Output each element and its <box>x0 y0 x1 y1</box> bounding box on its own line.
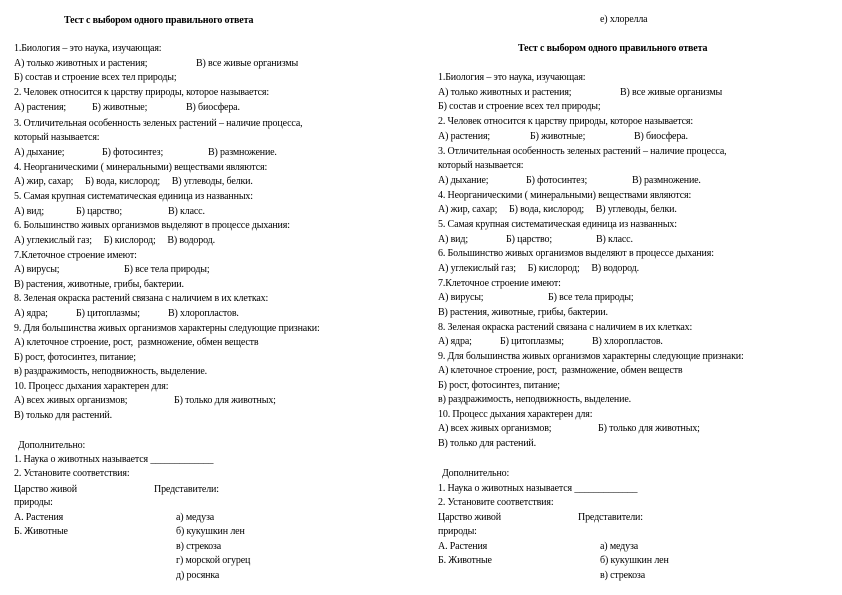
q2-option-a: А) растения; <box>438 131 491 142</box>
q8-option-a: А) ядра; <box>438 336 472 347</box>
q4-options: А) жир, сахар; Б) вода, кислород; В) углеводы, белки. <box>438 204 677 215</box>
q10-option-a: А) всех живых организмов; <box>438 423 552 434</box>
q3-option-v: В) размножение. <box>632 175 701 186</box>
extra-task-2: 2. Установите соответствия: <box>14 468 130 479</box>
q1-option-b: Б) состав и строение всех тел природы; <box>438 101 601 112</box>
question-8: 8. Зеленая окраска растений связана с наличием в их клетках: <box>14 293 269 304</box>
test-title: Тест с выбором одного правильного ответа <box>518 43 708 54</box>
kingdom-header-cont: природы: <box>14 497 53 508</box>
q4-options: А) жир, сахар; Б) вода, кислород; В) углеводы, белки. <box>14 176 253 187</box>
q1-option-a: А) только животных и растения; <box>438 87 572 98</box>
q5-option-v: В) класс. <box>168 206 205 217</box>
extra-task-1: 1. Наука о животных называется _____________ <box>14 454 214 465</box>
question-2: 2. Человек относится к царству природы, которое называется: <box>14 87 270 98</box>
q2-option-b: Б) животные; <box>530 131 586 142</box>
q10-option-b: Б) только для животных; <box>174 395 276 406</box>
kingdom-b: Б. Животные <box>438 555 492 566</box>
q3-option-a: А) дыхание; <box>438 175 489 186</box>
kingdom-header: Царство живой <box>438 512 501 523</box>
q5-option-a: А) вид; <box>438 234 468 245</box>
q6-options: А) углекислый газ; Б) кислород; В) водород. <box>14 235 215 246</box>
q5-option-a: А) вид; <box>14 206 44 217</box>
q9-option-v: в) раздражимость, неподвижность, выделение. <box>438 394 631 405</box>
q10-option-v: В) только для растений. <box>14 410 112 421</box>
extra-heading: Дополнительно: <box>18 440 86 451</box>
q2-option-b: Б) животные; <box>92 102 148 113</box>
rep-g: г) морской огурец <box>176 555 251 566</box>
kingdom-a: А. Растения <box>438 541 488 552</box>
question-10: 10. Процесс дыхания характерен для: <box>14 381 169 392</box>
q1-option-v: В) все живые организмы <box>196 58 299 69</box>
question-1: 1.Биология – это наука, изучающая: <box>438 72 586 83</box>
q7-option-v: В) растения, животные, грибы, бактерии. <box>438 307 608 318</box>
q10-option-a: А) всех живых организмов; <box>14 395 128 406</box>
question-3-cont: который называется: <box>438 160 524 171</box>
kingdom-a: А. Растения <box>14 512 64 523</box>
extra-task-2: 2. Установите соответствия: <box>438 497 554 508</box>
kingdom-b: Б. Животные <box>14 526 68 537</box>
q10-option-v: В) только для растений. <box>438 438 536 449</box>
q5-option-v: В) класс. <box>596 234 633 245</box>
question-9: 9. Для большинства живых организмов характерны следующие признаки: <box>438 351 744 362</box>
q9-option-b: Б) рост, фотосинтез, питание; <box>14 352 136 363</box>
question-9: 9. Для большинства живых организмов характерны следующие признаки: <box>14 323 320 334</box>
q7-option-a: А) вирусы; <box>438 292 484 303</box>
extra-heading: Дополнительно: <box>442 468 510 479</box>
q5-option-b: Б) царство; <box>506 234 552 245</box>
q9-option-a: А) клеточное строение, рост, размножение, обмен веществ <box>14 337 259 348</box>
q7-option-b: Б) все тела природы; <box>124 264 210 275</box>
representatives-header: Представители: <box>578 512 643 523</box>
question-3-cont: который называется: <box>14 132 100 143</box>
q8-option-b: Б) цитоплазмы; <box>500 336 564 347</box>
q7-option-b: Б) все тела природы; <box>548 292 634 303</box>
q6-options: А) углекислый газ; Б) кислород; В) водород. <box>438 263 639 274</box>
q9-option-a: А) клеточное строение, рост, размножение, обмен веществ <box>438 365 683 376</box>
rep-e-carryover: е) хлорелла <box>600 14 648 25</box>
question-5: 5. Самая крупная систематическая единица из названных: <box>438 219 677 230</box>
q5-option-b: Б) царство; <box>76 206 122 217</box>
q8-option-v: В) хлоропластов. <box>592 336 663 347</box>
question-1: 1.Биология – это наука, изучающая: <box>14 43 162 54</box>
rep-a: а) медуза <box>600 541 639 552</box>
question-4: 4. Неорганическими ( минеральными) веществами являются: <box>14 162 268 173</box>
rep-b: б) кукушкин лен <box>600 555 669 566</box>
question-4: 4. Неорганическими ( минеральными) веществами являются: <box>438 190 692 201</box>
rep-d: д) росянка <box>176 570 220 581</box>
q7-option-v: В) растения, животные, грибы, бактерии. <box>14 279 184 290</box>
q10-option-b: Б) только для животных; <box>598 423 700 434</box>
kingdom-header-cont: природы: <box>438 526 477 537</box>
q8-option-b: Б) цитоплазмы; <box>76 308 140 319</box>
question-2: 2. Человек относится к царству природы, которое называется: <box>438 116 694 127</box>
extra-task-1: 1. Наука о животных называется _____________ <box>438 483 638 494</box>
q1-option-a: А) только животных и растения; <box>14 58 148 69</box>
q2-option-a: А) растения; <box>14 102 67 113</box>
q7-option-a: А) вирусы; <box>14 264 60 275</box>
question-5: 5. Самая крупная систематическая единица из названных: <box>14 191 253 202</box>
rep-v: в) стрекоза <box>600 570 646 581</box>
question-7: 7.Клеточное строение имеют: <box>438 278 561 289</box>
test-title: Тест с выбором одного правильного ответа <box>64 15 254 26</box>
q8-option-a: А) ядра; <box>14 308 48 319</box>
q3-option-v: В) размножение. <box>208 147 277 158</box>
question-6: 6. Большинство живых организмов выделяют в процессе дыхания: <box>438 248 714 259</box>
q8-option-v: В) хлоропластов. <box>168 308 239 319</box>
question-8: 8. Зеленая окраска растений связана с наличием в их клетках: <box>438 322 693 333</box>
rep-v: в) стрекоза <box>176 541 222 552</box>
question-7: 7.Клеточное строение имеют: <box>14 250 137 261</box>
question-3: 3. Отличительная особенность зеленых растений – наличие процесса, <box>14 118 303 129</box>
kingdom-header: Царство живой <box>14 484 77 495</box>
representatives-header: Представители: <box>154 484 219 495</box>
q3-option-b: Б) фотосинтез; <box>102 147 164 158</box>
rep-b: б) кукушкин лен <box>176 526 245 537</box>
q3-option-a: А) дыхание; <box>14 147 65 158</box>
question-10: 10. Процесс дыхания характерен для: <box>438 409 593 420</box>
q9-option-v: в) раздражимость, неподвижность, выделение. <box>14 366 207 377</box>
q3-option-b: Б) фотосинтез; <box>526 175 588 186</box>
q9-option-b: Б) рост, фотосинтез, питание; <box>438 380 560 391</box>
q2-option-v: В) биосфера. <box>634 131 688 142</box>
q1-option-v: В) все живые организмы <box>620 87 723 98</box>
rep-a: а) медуза <box>176 512 215 523</box>
q1-option-b: Б) состав и строение всех тел природы; <box>14 72 177 83</box>
q2-option-v: В) биосфера. <box>186 102 240 113</box>
question-3: 3. Отличительная особенность зеленых растений – наличие процесса, <box>438 146 727 157</box>
question-6: 6. Большинство живых организмов выделяют в процессе дыхания: <box>14 220 290 231</box>
